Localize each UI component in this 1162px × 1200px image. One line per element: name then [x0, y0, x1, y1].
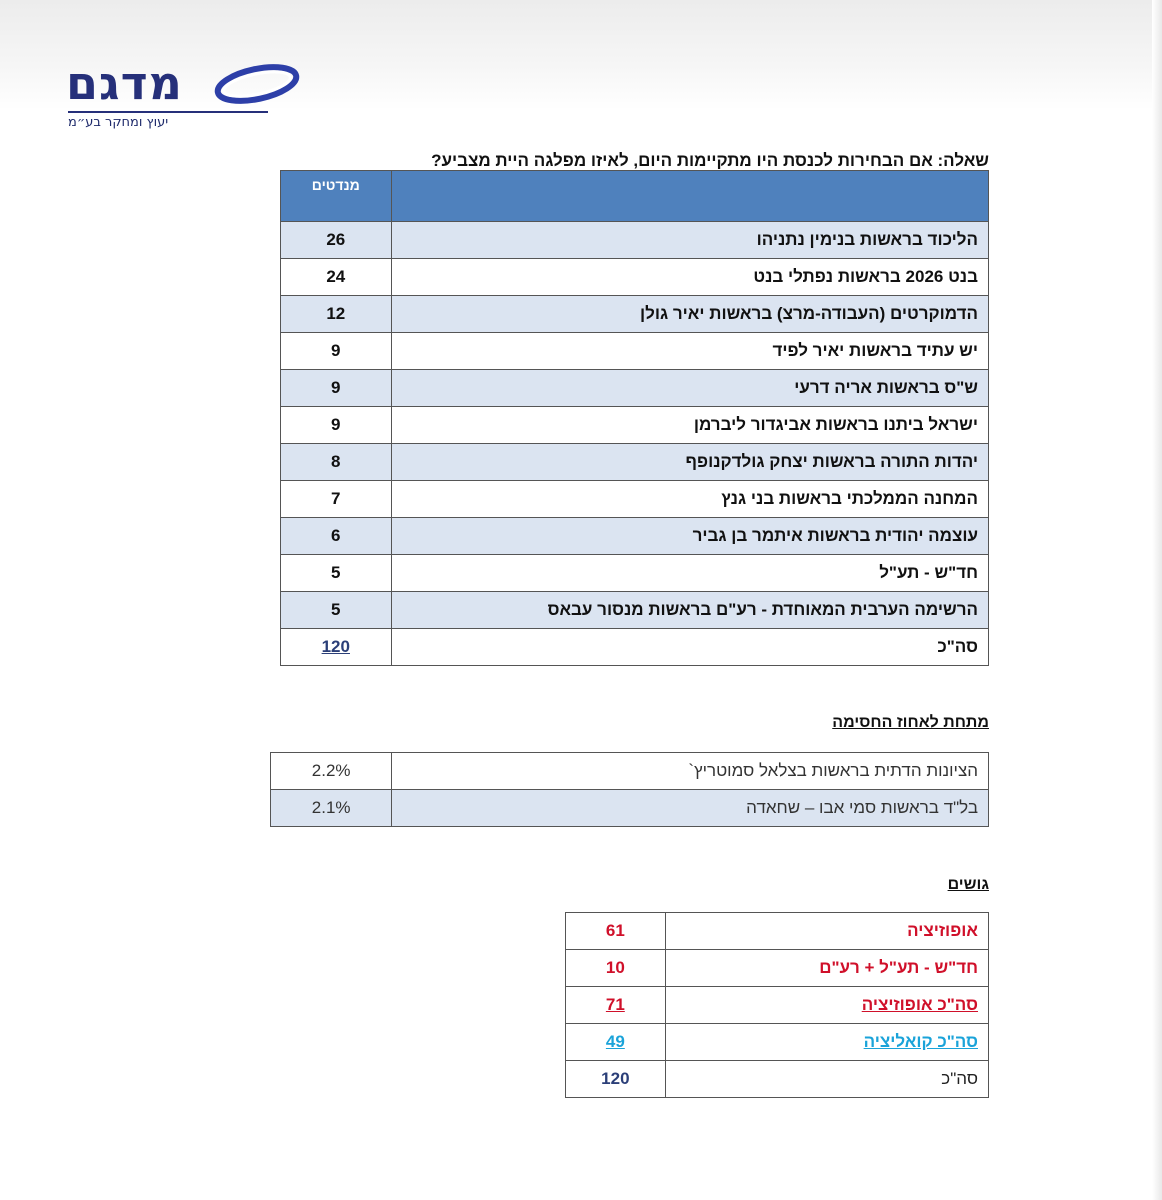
blocs-table	[565, 912, 989, 1098]
party-seats: 6	[281, 518, 392, 555]
logo-tagline: יעוץ ומחקר בע״מ	[68, 111, 268, 130]
party-seats: 5	[281, 592, 392, 629]
party-seats: 12	[281, 296, 392, 333]
threshold-party: הציונות הדתית בראשות בצלאל סמוטריץ`	[392, 753, 989, 790]
party-name: המחנה הממלכתי בראשות בני גנץ	[391, 481, 988, 518]
table-row	[566, 1061, 989, 1098]
table-row	[566, 1024, 989, 1061]
total-seats-value: 120	[321, 637, 350, 656]
table-row	[566, 913, 989, 950]
party-name: הליכוד בראשות בנימין נתניהו	[391, 222, 988, 259]
party-name: ישראל ביתנו בראשות אביגדור ליברמן	[391, 407, 988, 444]
total-row	[281, 629, 989, 666]
table-row	[271, 790, 989, 827]
party-seats: 7	[281, 481, 392, 518]
bloc-label: חד"ש - תע"ל + רע"ם	[665, 950, 988, 987]
table-row	[281, 592, 989, 629]
bloc-value: 10	[566, 950, 666, 987]
threshold-title: מתחת לאחוז החסימה	[832, 714, 989, 731]
table-row	[281, 259, 989, 296]
party-seats: 9	[281, 407, 392, 444]
party-name: ש"ס בראשות אריה דרעי	[391, 370, 988, 407]
bloc-label: סה"כ	[665, 1061, 988, 1098]
results-header-party	[391, 171, 988, 222]
threshold-pct: 2.1%	[271, 790, 392, 827]
party-seats: 24	[281, 259, 392, 296]
table-row	[566, 950, 989, 987]
logo	[64, 58, 304, 130]
party-name: עוצמה יהודית בראשות איתמר בן גביר	[391, 518, 988, 555]
table-row	[281, 222, 989, 259]
party-name: הרשימה הערבית המאוחדת - רע"ם בראשות מנסור עבאס	[391, 592, 988, 629]
bloc-label: סה"כ אופוזיציה	[665, 987, 988, 1024]
table-row	[271, 753, 989, 790]
bloc-value: 120	[566, 1061, 666, 1098]
party-seats: 8	[281, 444, 392, 481]
threshold-table	[270, 752, 989, 827]
table-row	[281, 444, 989, 481]
total-label: סה"כ	[391, 629, 988, 666]
party-seats: 9	[281, 333, 392, 370]
bloc-label: אופוזיציה	[665, 913, 988, 950]
party-seats: 26	[281, 222, 392, 259]
party-name: חד"ש - תע"ל	[391, 555, 988, 592]
total-seats	[281, 629, 392, 666]
threshold-pct: 2.2%	[271, 753, 392, 790]
logo-wordmark: מדגם	[66, 56, 183, 110]
table-row	[566, 987, 989, 1024]
party-name: יש עתיד בראשות יאיר לפיד	[391, 333, 988, 370]
table-row	[281, 555, 989, 592]
bloc-label: סה"כ קואליציה	[665, 1024, 988, 1061]
bloc-value: 49	[566, 1024, 666, 1061]
party-name: בנט 2026 בראשות נפתלי בנט	[391, 259, 988, 296]
table-row	[281, 296, 989, 333]
results-header-seats: מנדטים	[281, 171, 392, 222]
table-row	[281, 481, 989, 518]
logo-swoosh-icon	[212, 62, 302, 106]
results-table	[280, 170, 989, 666]
bloc-value: 61	[566, 913, 666, 950]
table-row	[281, 407, 989, 444]
bloc-value: 71	[566, 987, 666, 1024]
survey-question: שאלה: אם הבחירות לכנסת היו מתקיימות היום, לאיזו מפלגה היית מצביע?	[431, 151, 989, 170]
party-name: יהדות התורה בראשות יצחק גולדקנופף	[391, 444, 988, 481]
table-row	[281, 333, 989, 370]
blocs-title: גושים	[947, 876, 989, 893]
table-row	[281, 518, 989, 555]
page-edge-shadow	[1152, 0, 1162, 1200]
party-seats: 9	[281, 370, 392, 407]
party-seats: 5	[281, 555, 392, 592]
table-row	[281, 370, 989, 407]
party-name: הדמוקרטים (העבודה-מרצ) בראשות יאיר גולן	[391, 296, 988, 333]
threshold-party: בל"ד בראשות סמי אבו – שחאדה	[392, 790, 989, 827]
results-header-row	[281, 171, 989, 222]
